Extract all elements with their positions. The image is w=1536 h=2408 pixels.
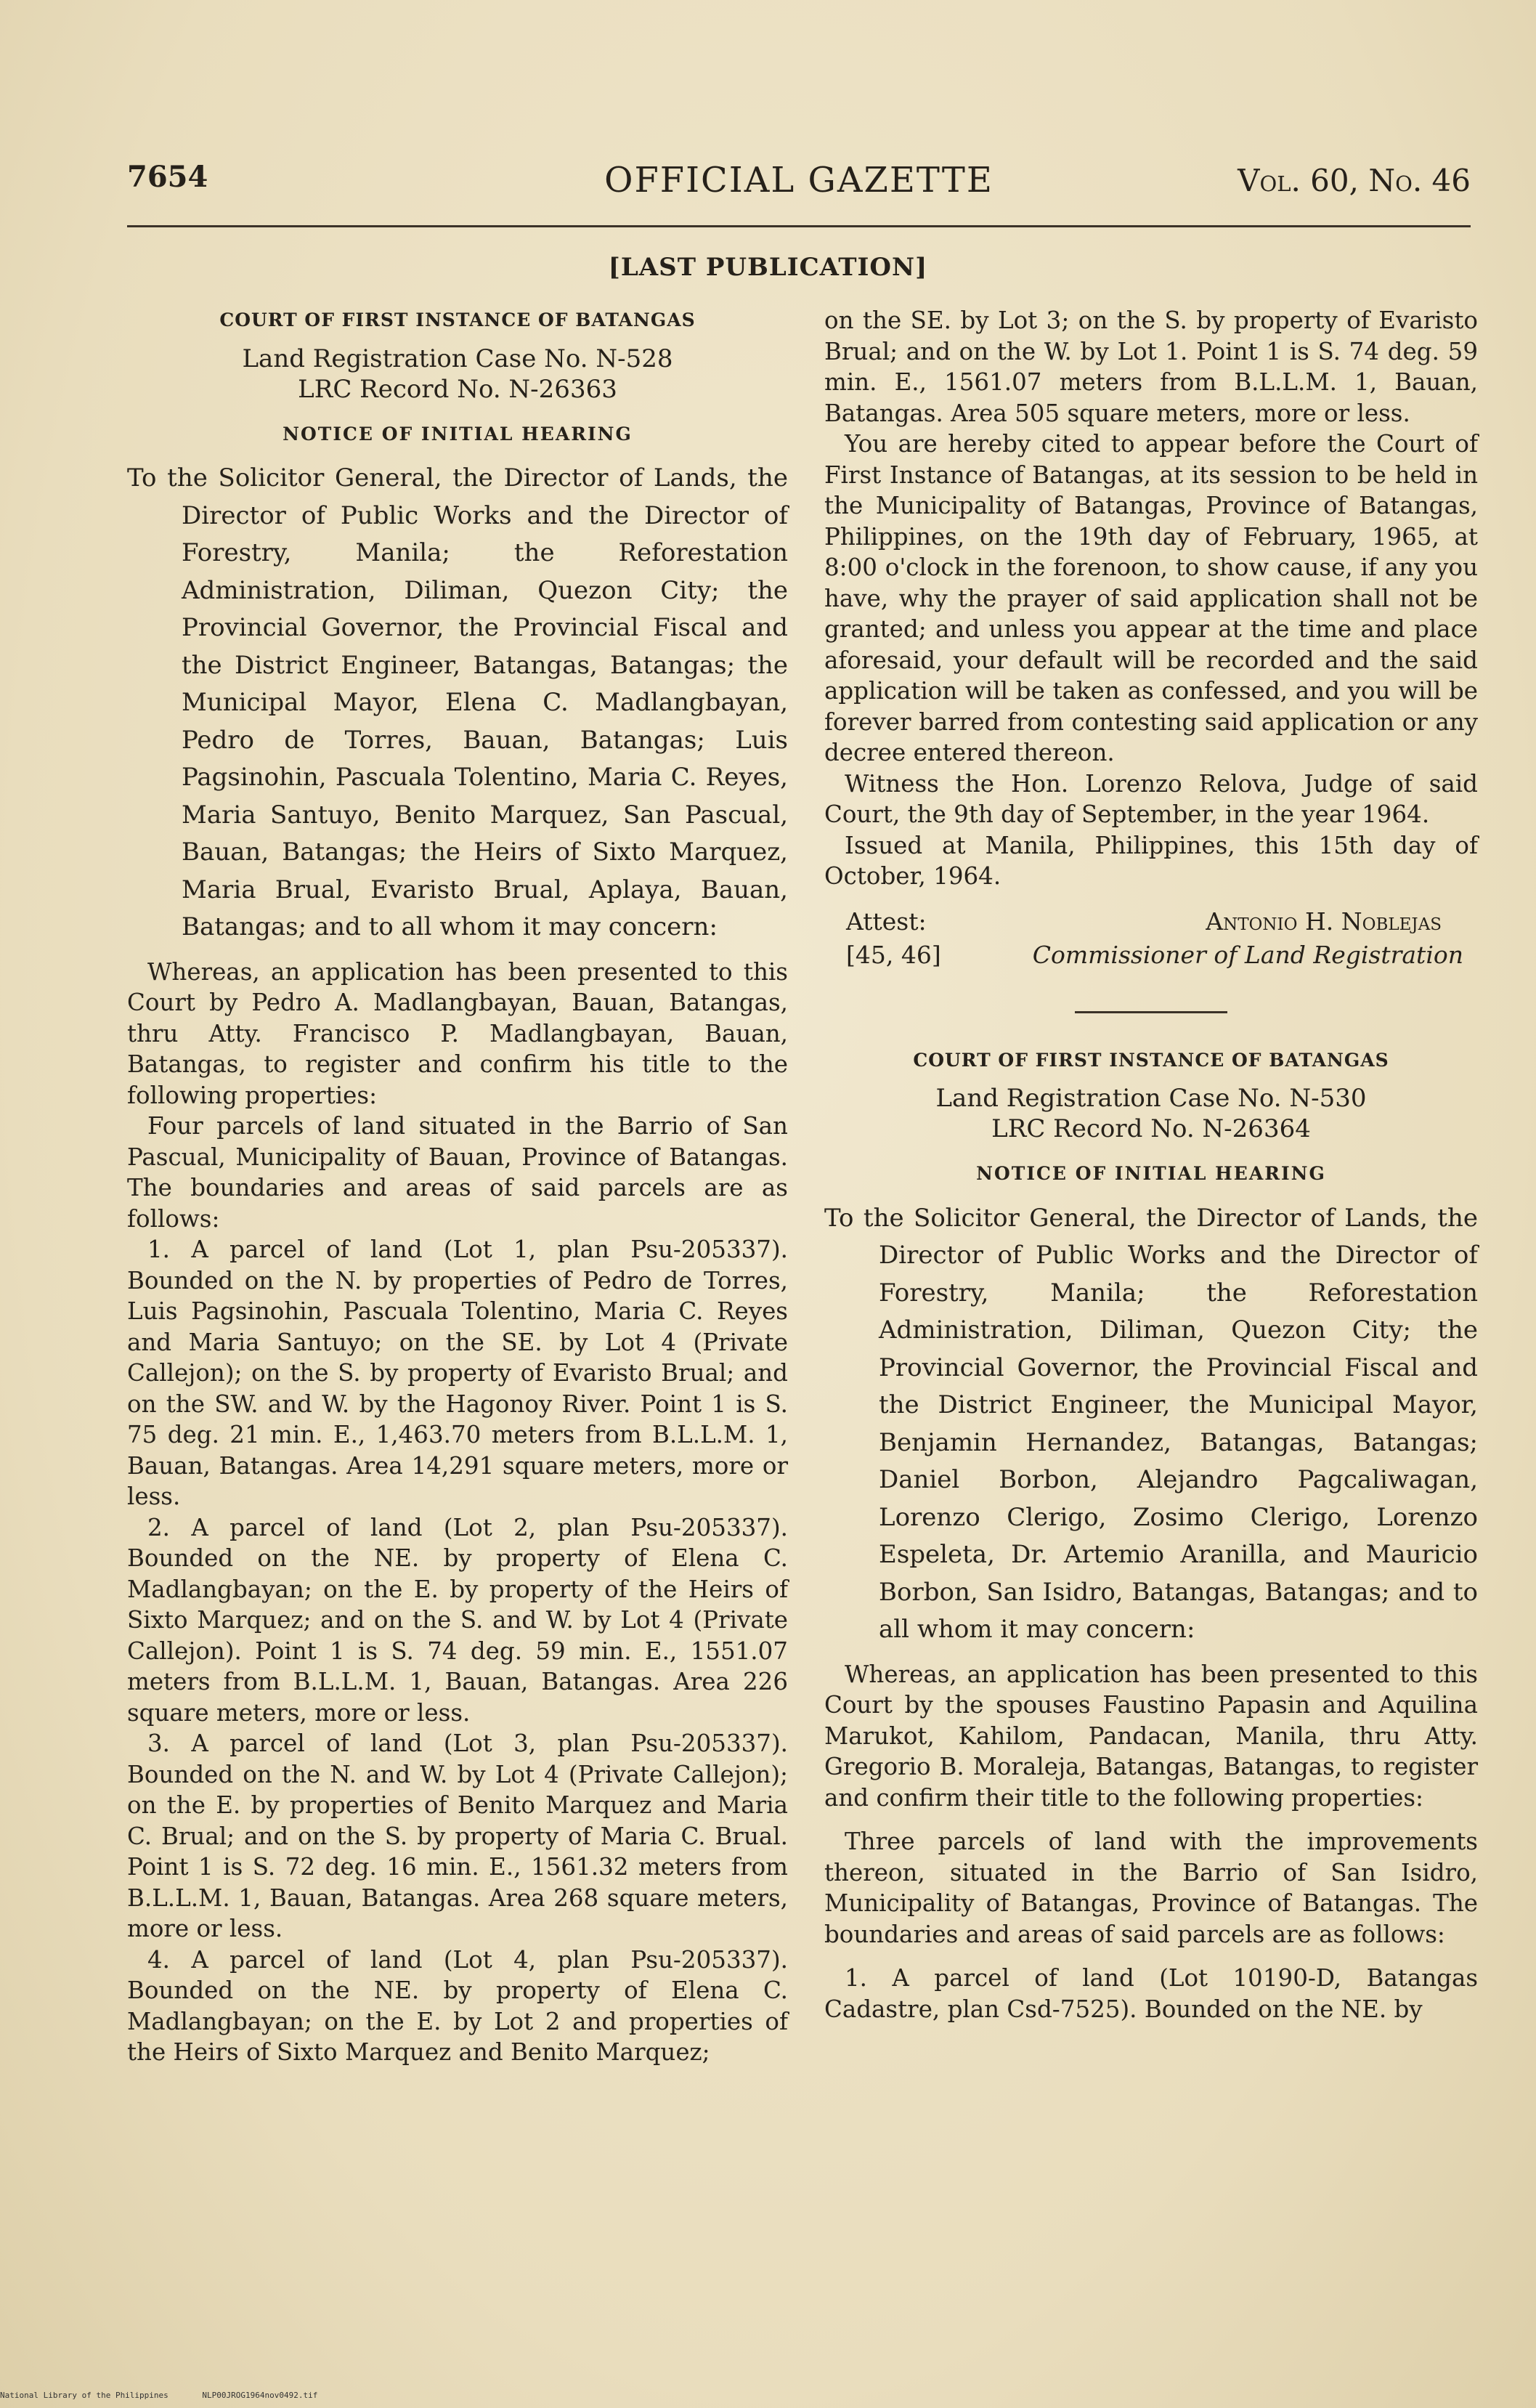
- attest-label: Attest:: [846, 907, 927, 936]
- notice1-parcel-4: 4. A parcel of land (Lot 4, plan Psu-205337). Bounded on the NE. by property of Elena C. Madlangbayan; on the E. by Lot 2 and properties of the Heirs of Sixto Marquez and Benito Marquez;: [127, 1945, 788, 2066]
- notice1-attestation: [824, 905, 1478, 970]
- volume-number: Vol. 60, No. 46: [1238, 163, 1471, 198]
- signatory-title: Commissioner of Land Registration: [1032, 940, 1463, 969]
- notice1-court: COURT OF FIRST INSTANCE OF BATANGAS: [219, 309, 696, 331]
- notice1-parcel-2: 2. A parcel of land (Lot 2, plan Psu-205337). Bounded on the NE. by property of Elena C. Madlangbayan; on the E. by property of the Heirs of Sixto Marquez; and on the S. and W. by Lot 4 (Private Callejon). Point 1 is S. 74 deg. 59 min. E., 1551.07 meters from B.L.L.M. 1, Bauan, Batangas. Area 226 square meters, more or less.: [127, 1513, 788, 1727]
- notice2-court: COURT OF FIRST INSTANCE OF BATANGAS: [913, 1049, 1389, 1071]
- notice2-title: NOTICE OF INITIAL HEARING: [976, 1163, 1326, 1184]
- notice1-whereas: Whereas, an application has been presented to this Court by Pedro A. Madlangbayan, Bauan, Batangas, thru Atty. Francisco P. Madlangbayan, Bauan, Batangas, to register and confirm his title to the following properties:: [127, 957, 788, 1109]
- notice2-parcel-1: 1. A parcel of land (Lot 10190-D, Batangas Cadastre, plan Csd-7525). Bounded on the NE. by: [824, 1964, 1478, 2023]
- notice-separator: [1075, 1011, 1227, 1013]
- notice2-case-number: Land Registration Case No. N-530: [935, 1084, 1367, 1113]
- notice1-issued: Issued at Manila, Philippines, this 15th day of October, 1964.: [824, 831, 1478, 890]
- notice1-parcel-1: 1. A parcel of land (Lot 1, plan Psu-205337). Bounded on the N. by properties of Pedro de Torres, Luis Pagsinohin, Pascuala Tolentino, Maria C. Reyes and Maria Santuyo; on the SE. by Lot 4 (Private Callejon); on the S. by property of Evaristo Brual; and on the SW. and W. by the Hagonoy River. Point 1 is S. 75 deg. 21 min. E., 1,463.70 meters from B.L.L.M. 1, Bauan, Batangas. Area 14,291 square meters, more or less.: [127, 1236, 788, 1510]
- notice1-parcel-4-continued: on the SE. by Lot 3; on the S. by property of Evaristo Brual; and on the W. by Lot 1. Point 1 is S. 74 deg. 59 min. E., 1561.07 meters from B.L.L.M. 1, Bauan, Batangas. Area 505 square meters, more or less.: [824, 307, 1478, 427]
- notice1-parcel-3: 3. A parcel of land (Lot 3, plan Psu-205337). Bounded on the N. and W. by Lot 4 (Private Callejon); on the E. by properties of Benito Marquez and Maria C. Brual; and on the S. by property of Maria C. Brual. Point 1 is S. 72 deg. 16 min. E., 1561.32 meters from B.L.L.M. 1, Bauan, Batangas. Area 268 square meters, more or less.: [127, 1730, 788, 1942]
- notice1-case-number: Land Registration Case No. N-528: [242, 344, 673, 373]
- header-rule: [127, 225, 1471, 227]
- notice1-title: NOTICE OF INITIAL HEARING: [283, 423, 633, 445]
- signatory-name: Antonio H. Noblejas: [1206, 907, 1442, 936]
- footer-file: NLP00JROG1964nov0492.tif: [202, 2391, 318, 2400]
- notice1-parcels-intro: Four parcels of land situated in the Barrio of San Pascual, Municipality of Bauan, Province of Batangas. The boundaries and areas of said parcels are as follows:: [127, 1112, 788, 1233]
- notice2-parcels-intro: Three parcels of land with the improvements thereon, situated in the Barrio of San Isidro, Municipality of Batangas, Province of Batangas. The boundaries and areas of said parcels are as follows:: [824, 1828, 1478, 1948]
- notice1-summons: You are hereby cited to appear before the Court of First Instance of Batangas, at its session to be held in the Municipality of Batangas, Province of Batangas, Philippines, on the 19th day of February, 1965, at 8:00 o'clock in the forenoon, to show cause, if any you have, why the prayer of said application shall not be granted; and unless you appear at the time and place aforesaid, your default will be recorded and the said application will be taken as confessed, and you will be forever barred from contesting said application or any decree entered thereon.: [824, 430, 1478, 766]
- last-publication-label: [LAST PUBLICATION]: [608, 253, 928, 282]
- issue-reference: [45, 46]: [846, 940, 941, 969]
- scan-footer: [0, 2391, 346, 2400]
- page-number: 7654: [127, 160, 208, 194]
- notice2-whereas: Whereas, an application has been presented to this Court by the spouses Faustino Papasin and Aquilina Marukot, Kahilom, Pandacan, Manila, thru Atty. Gregorio B. Moraleja, Batangas, Batangas, to register and confirm their title to the following properties:: [824, 1660, 1478, 1812]
- page-header: [127, 160, 1471, 211]
- notice2-lrc-record: LRC Record No. N-26364: [991, 1114, 1311, 1143]
- publication-title: OFFICIAL GAZETTE: [604, 160, 993, 200]
- left-column: [127, 305, 788, 2068]
- notice2-addressees: To the Solicitor General, the Director of Lands, the Director of Public Works and the Director of Forestry, Manila; the Reforestation Administration, Diliman, Quezon City; the Provincial Governor, the Provincial Fiscal and the District Engineer, the Municipal Mayor, Benjamin Hernandez, Batangas, Batangas; Daniel Borbon, Alejandro Pagcaliwagan, Lorenzo Clerigo, Zosimo Clerigo, Lorenzo Espeleta, Dr. Artemio Aranilla, and Mauricio Borbon, San Isidro, Batangas, Batangas; and to all whom it may concern:: [824, 1203, 1478, 1644]
- notice1-witness: Witness the Hon. Lorenzo Relova, Judge of said Court, the 9th day of September, in the year 1964.: [824, 769, 1478, 828]
- notice1-lrc-record: LRC Record No. N-26363: [298, 374, 617, 404]
- notice1-addressees: To the Solicitor General, the Director of Lands, the Director of Public Works and the Director of Forestry, Manila; the Reforestation Administration, Diliman, Quezon City; the Provincial Governor, the Provincial Fiscal and the District Engineer, Batangas, Batangas; the Municipal Mayor, Elena C. Madlangbayan, Pedro de Torres, Bauan, Batangas; Luis Pagsinohin, Pascuala Tolentino, Maria C. Reyes, Maria Santuyo, Benito Marquez, San Pascual, Bauan, Batangas; the Heirs of Sixto Marquez, Maria Brual, Evaristo Brual, Aplaya, Bauan, Batangas; and to all whom it may concern:: [127, 463, 788, 941]
- footer-library: National Library of the Philippines: [0, 2391, 168, 2400]
- right-column: [824, 305, 1478, 2024]
